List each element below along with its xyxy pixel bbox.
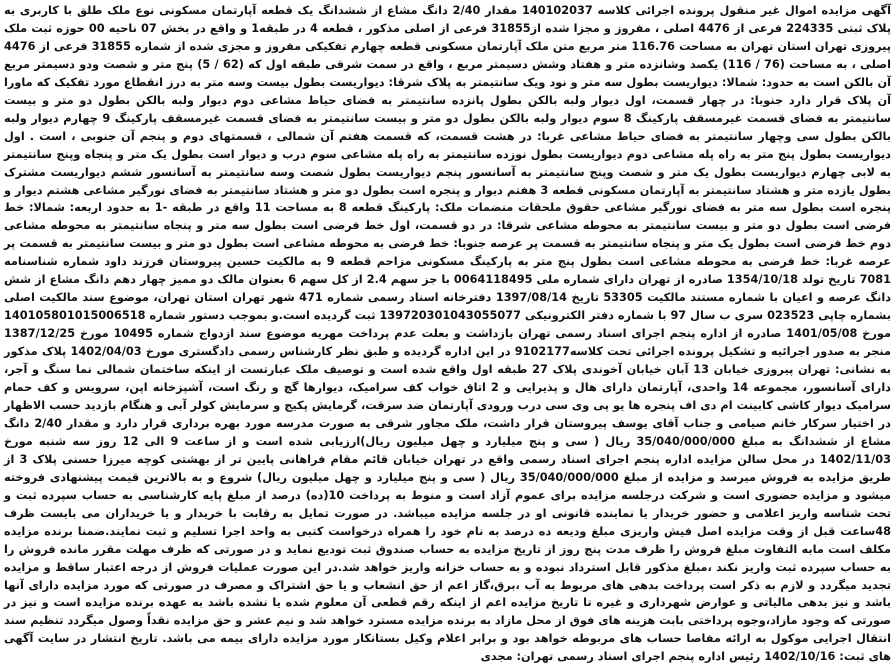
auction-notice-text: آگهی مزایده اموال غیر منقول پرونده اجرائی کلاسه 140102037 مقدار 2/40 دانگ مشاع از ششدانگ یک قطعه آپارتمان مسکونی نوع ملک طلق با کاربری به پلاک ثبتی 224335 فرعی از 4476 اصلی ، مفروز و مجزا شده از31855 فرعی از اصلی مذکور ، قطعه 4 در طبقه1 و واقع در بخش 07 ناحیه 00 حوزه ثبت ملک پیروزی تهران استان تهران به مساحت 116.76 متر مربع متن ملک آپارتمان مسکونی قطعه چهارم تفکیکی مفروز و مجزی شده از شماره 31855 فرعی از 4476 اصلی ، به مساحت (76 / 116) یکصد وشانزده متر و هفتاد وشش دسیمتر مربع ، واقع در سمت شرقی طبقه اول که (62 / 5) پنج متر و شصت ودو دسیمتر مربع آن بالکن است به حدود: شمالا: دیواریست بطول سه متر و نود ویک سانتیمتر به پلاک شرقا: دیواریست بطول بیست وسه متر به درز انقطاع مورد تفکیک که ماورا آن پلاک قرار دارد جنوبا: در چهار قسمت، اول دیوار ولبه بالکن بطول پانزده سانتیمتر به فضای حیاط مشاعی دوم دیوار ولبه بالکن بطول دو متر و بیست سانتیمتر به فضای قسمت غیرمسقف پارکینگ 8 سوم دیوار ولبه بالکن بطول دو متر و بیست سانتیمتر به فضای قسمت غیرمسقف پارکینگ 9 چهارم دیوار ولبه بالکن بطول سی وچهار سانتیمتر به فضای حیاط مشاعی غربا: در هشت قسمت، که قسمت هفتم آن شمالی ، قسمتهای دوم و پنجم آن جنوبی ، است . اول دیواریست بطول پنج متر به راه پله مشاعی دوم دیواریست بطول نوزده سانتیمتر به راه پله مشاعی سوم درب و دیوار است بطول یک متر و پنجاه وپنج سانتیمتر به لابی چهارم دیواریست بطول یک متر و شصت وپنج سانتیمتر به آسانسور پنجم دیواریست بطول شصت وسه سانتیمتر به آسانسور ششم دیواریست مشترک بطول یازده متر و هشتاد سانتیمتر به آپارتمان مسکونی قطعه 3 هفتم دیوار و پنجره است بطول دو متر و هشتاد سانتیمتر به فضای نورگیر مشاعی هشتم دیوار و پنجره است بطول سه متر به فضای نورگیر مشاعی حقوق ملحقات منضمات ملک: پارکینگ قطعه 8 به مساحت 11 واقع در طبقه -1 به حدود اربعه: شمالا: خط فرضی است بطول دو متر و بیست سانتیمتر به محوطه مشاعی شرقا: در دو قسمت، اول خط فرضی است بطول سه متر و پنجاه سانتیمتر به محوطه مشاعی دوم خط فرضی است بطول یک متر و پنجاه سانتیمتر به قسمت پر عرصه جنوبا: خط فرضی به محوطه مشاعی است بطول دو متر و بیست سانتیمتر به قسمت پر عرصه غربا: خط فرضی به محوطه مشاعی است بطول پنج متر به پارکینگ مسکونی مزاحم قطعه 9 به مالکیت حسین پیروستان فرزند داود شماره شناسنامه 7081 تاریخ تولد 1354/10/18 صادره از تهران دارای شماره ملی 0064118495 با جز سهم 2.4 از کل سهم 6 بعنوان مالک دو ممیز چهار دهم دانگ مشاع از شش دانگ عرصه و اعیان با شماره مستند مالکیت 53305 تاریخ 1397/08/14 دفترخانه اسناد رسمی شماره 471 شهر تهران استان تهران، موضوع سند مالکیت اصلی بشماره چاپی 023523 سری ب سال 97 با شماره دفتر الکترونیکی 139720301043055077 ثبت گردیده است.و بموجب دستور شماره 140105801015006518 مورخ 1401/05/08 صادره از اداره پنجم اجرای اسناد رسمی تهران بازداشت و بعلت عدم پرداخت مهریه موضوع سند ازدواج شماره 10495 مورخ 1387/12/25 منجر به صدور اجرائیه و تشکیل پرونده اجرائی تحت کلاسه9102177 در این اداره گردیده و طبق نظر کارشناس رسمی دادگستری مورخ 1402/04/03 پلاک مذکور به نشانی: تهران پیروزی خیابان 13 آبان خیابان آخوندی پلاک 27 طبقه اول واقع شده است و توصیف ملک عبارتست از اینکه ساختمان شمالی نما سنگ و آجر، دارای آسانسور، مجموعه 14 واحدی، آپارتمان دارای هال و پذیرایی و 2 اتاق خواب کف سرامیک، دیوارها گچ و رنگ است، آشپزخانه اپن، سرویس و کف حمام سرامیک دیوار کاشی کابینت ام دی اف پنجره ها یو پی وی سی درب ورودی آپارتمان ضد سرقت، گرمایش پکیج و سرمایش کولر آبی و هنگام بازدید حسب الاظهار در اختیار سرکار خانم صیامی و جناب آقای یوسف پیروستان قرار داشت، ملک مجاور شرقی به صورت مدرسه مورد بهره برداری قرار دارد و مقدار 2/40 دانگ مشاع از ششدانگ به مبلغ 35/040/000/000 ریال ( سی و پنج میلیارد و چهل میلیون ریال)ارزیابی شده است و از ساعت 9 الی 12 روز سه شنبه مورخ 1402/11/03 در محل سالن مزایده اداره پنجم اجرای اسناد رسمی واقع در تهران خیابان قائم مقام فراهانی پایین تر از بهشتی کوچه میرزا حسنی پلاک 3 از طریق مزایده به فروش میرسد و مزایده از مبلغ 35/040/000/000 ریال ( سی و پنج میلیارد و چهل میلیون ریال) شروع و به بالاترین قیمت پیشنهادی فروخته میشود و مزایده حضوری است و شرکت درجلسه مزایده برای عموم آزاد است و منوط به پرداخت 10(ده) درصد از مبلغ پایه کارشناسی به حساب سپرده ثبت و تحت شناسه واریز اعلامی و حضور خریدار یا نماینده قانونی او در جلسه مزایده میباشد. در صورت تمایل به رقابت با خریدار و یا خریداران می بایست ظرف 48ساعت قبل از وقت مزایده اصل فیش واریزی مبلغ ودیعه ده درصد به نام خود را همراه درخواست کتبی به واحد اجرا تسلیم و ثبت نمایند.ضمنا برنده مزایده مکلف است مابه التفاوت مبلغ فروش را ظرف مدت پنج روز از تاریخ مزایده به حساب صندوق ثبت تودیع نماید و در صورتی که ظرف مهلت مقرر مانده فروش را به حساب سپرده ثبت واریز نکند ،مبلغ مذکور قابل استرداد نبوده و به حساب خزانه واریز خواهد شد.در این صورت عملیات فروش از درجه اعتبار ساقط و مزایده تجدید میگردد و لازم به ذکر است پرداخت بدهی های مربوط به آب ،برق،گاز اعم از حق انشعاب و یا حق اشتراک و مصرف در صورتی که مورد مزایده دارای آنها باشد و نیز بدهی مالیاتی و عوارض شهرداری و غیره تا تاریخ مزایده اعم از اینکه رقم قطعی آن معلوم شده یا نشده باشد به عهده برنده مزایده است و نیز در صورتی که وجود مازاد،وجوه پرداختی بابت هزینه های فوق از محل مازاد به برنده مزایده مسترد خواهد شد و نیم عشر و حق مزایده نقداً وصول میگردد تنظیم سند انتقال اجرایی موکول به ارائه مفاصا حساب های مربوطه خواهد بود و برابر اعلام وکیل بستانکار مورد مزایده دارای بیمه می باشد. تاریخ انتشار در سایت آگهی های ثبت: 1402/10/16 رئیس اداره پنجم اجرای اسناد رسمی تهران: مجدی bbox=[4, 4, 892, 664]
